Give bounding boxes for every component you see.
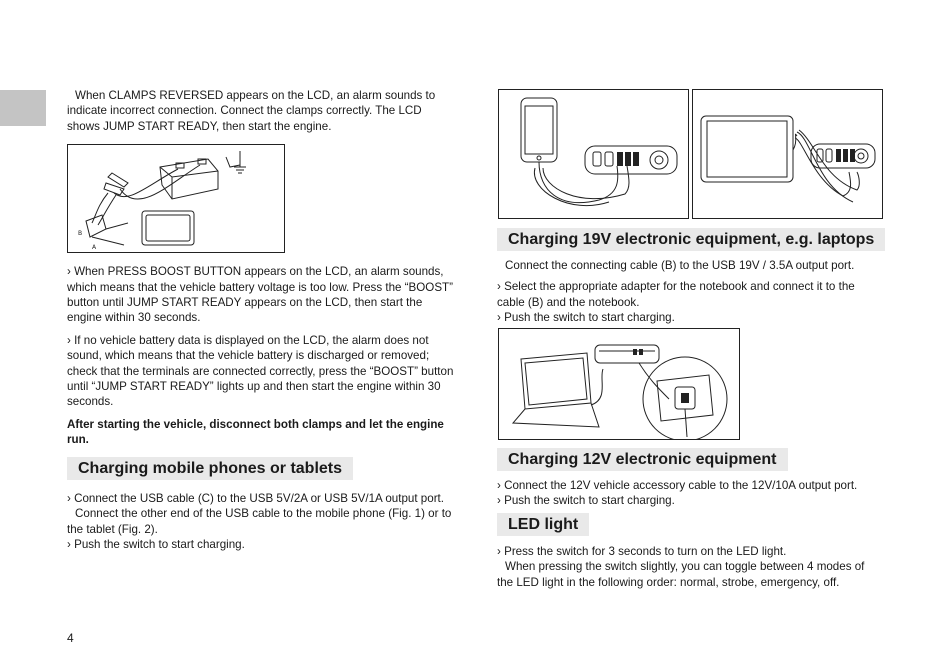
12v-step-1: › Connect the 12V vehicle accessory cable to the 12V/10A output port. xyxy=(497,479,858,492)
laptop-intro-text: Connect the connecting cable (B) to the USB 19V / 3.5A output port. xyxy=(505,259,855,272)
laptop-charging-heading: Charging 19V electronic equipment, e.g. laptops xyxy=(497,228,885,251)
after-starting-text: After starting the vehicle, disconnect both clamps and let the engine run. xyxy=(67,417,444,447)
page-number: 4 xyxy=(67,631,74,645)
clamps-reversed-text: When CLAMPS REVERSED appears on the LCD, an alarm sounds to indicate incorrect connection. Connect the clamps correctly. The LCD shows JUMP START READY, then start the engine. xyxy=(67,89,436,133)
12v-charging-heading: Charging 12V electronic equipment xyxy=(497,448,788,471)
led-step-1: › Press the switch for 3 seconds to turn on the LED light. xyxy=(497,544,787,558)
led-light-heading: LED light xyxy=(497,513,589,536)
laptop-step-2: › Push the switch to start charging. xyxy=(497,311,675,325)
led-step-2: When pressing the switch slightly, you can toggle between 4 modes of the LED light in the following order: normal, strobe, emergency, off. xyxy=(497,560,865,589)
mobile-step-2: Connect the other end of the USB cable to the mobile phone (Fig. 1) or to the tablet (Fig. 2). xyxy=(67,507,452,536)
laptop-charging-illustration xyxy=(499,329,739,439)
tablet-charging-illustration xyxy=(693,90,882,218)
tablet-charging-figure xyxy=(692,89,883,219)
right-column-lower xyxy=(497,448,883,590)
right-column xyxy=(497,228,883,326)
section-tab-marker xyxy=(0,90,46,126)
press-boost-text: › When PRESS BOOST BUTTON appears on the LCD, an alarm sounds, which means that the vehicle battery voltage is too low. Press the “BOOST” button until JUMP START READY appears on the LCD, then start the engine within 30 seconds. xyxy=(67,265,453,325)
jump-start-figure xyxy=(67,144,285,253)
laptop-step-1: › Select the appropriate adapter for the notebook and connect it to the cable (B) and the notebook. xyxy=(497,280,855,309)
12v-step-2: › Push the switch to start charging. xyxy=(497,494,675,508)
svg-text:A: A xyxy=(92,244,97,251)
mobile-charging-heading: Charging mobile phones or tablets xyxy=(67,457,353,480)
laptop-charging-figure xyxy=(498,328,740,440)
phone-charging-illustration xyxy=(499,90,688,218)
jump-start-illustration xyxy=(68,145,284,252)
mobile-step-1: › Connect the USB cable (C) to the USB 5V/2A or USB 5V/1A output port. xyxy=(67,491,444,505)
phone-charging-figure xyxy=(498,89,689,219)
no-battery-data-text: › If no vehicle battery data is displayed on the LCD, the alarm does not sound, which means that the vehicle battery is discharged or removed; check that the terminals are connected correctly, press the “BOOST” button until “JUMP START READY” lights up and then start the engine within 30 seconds. xyxy=(67,333,454,409)
mobile-step-3: › Push the switch to start charging. xyxy=(67,537,245,551)
svg-text:B: B xyxy=(78,230,83,237)
